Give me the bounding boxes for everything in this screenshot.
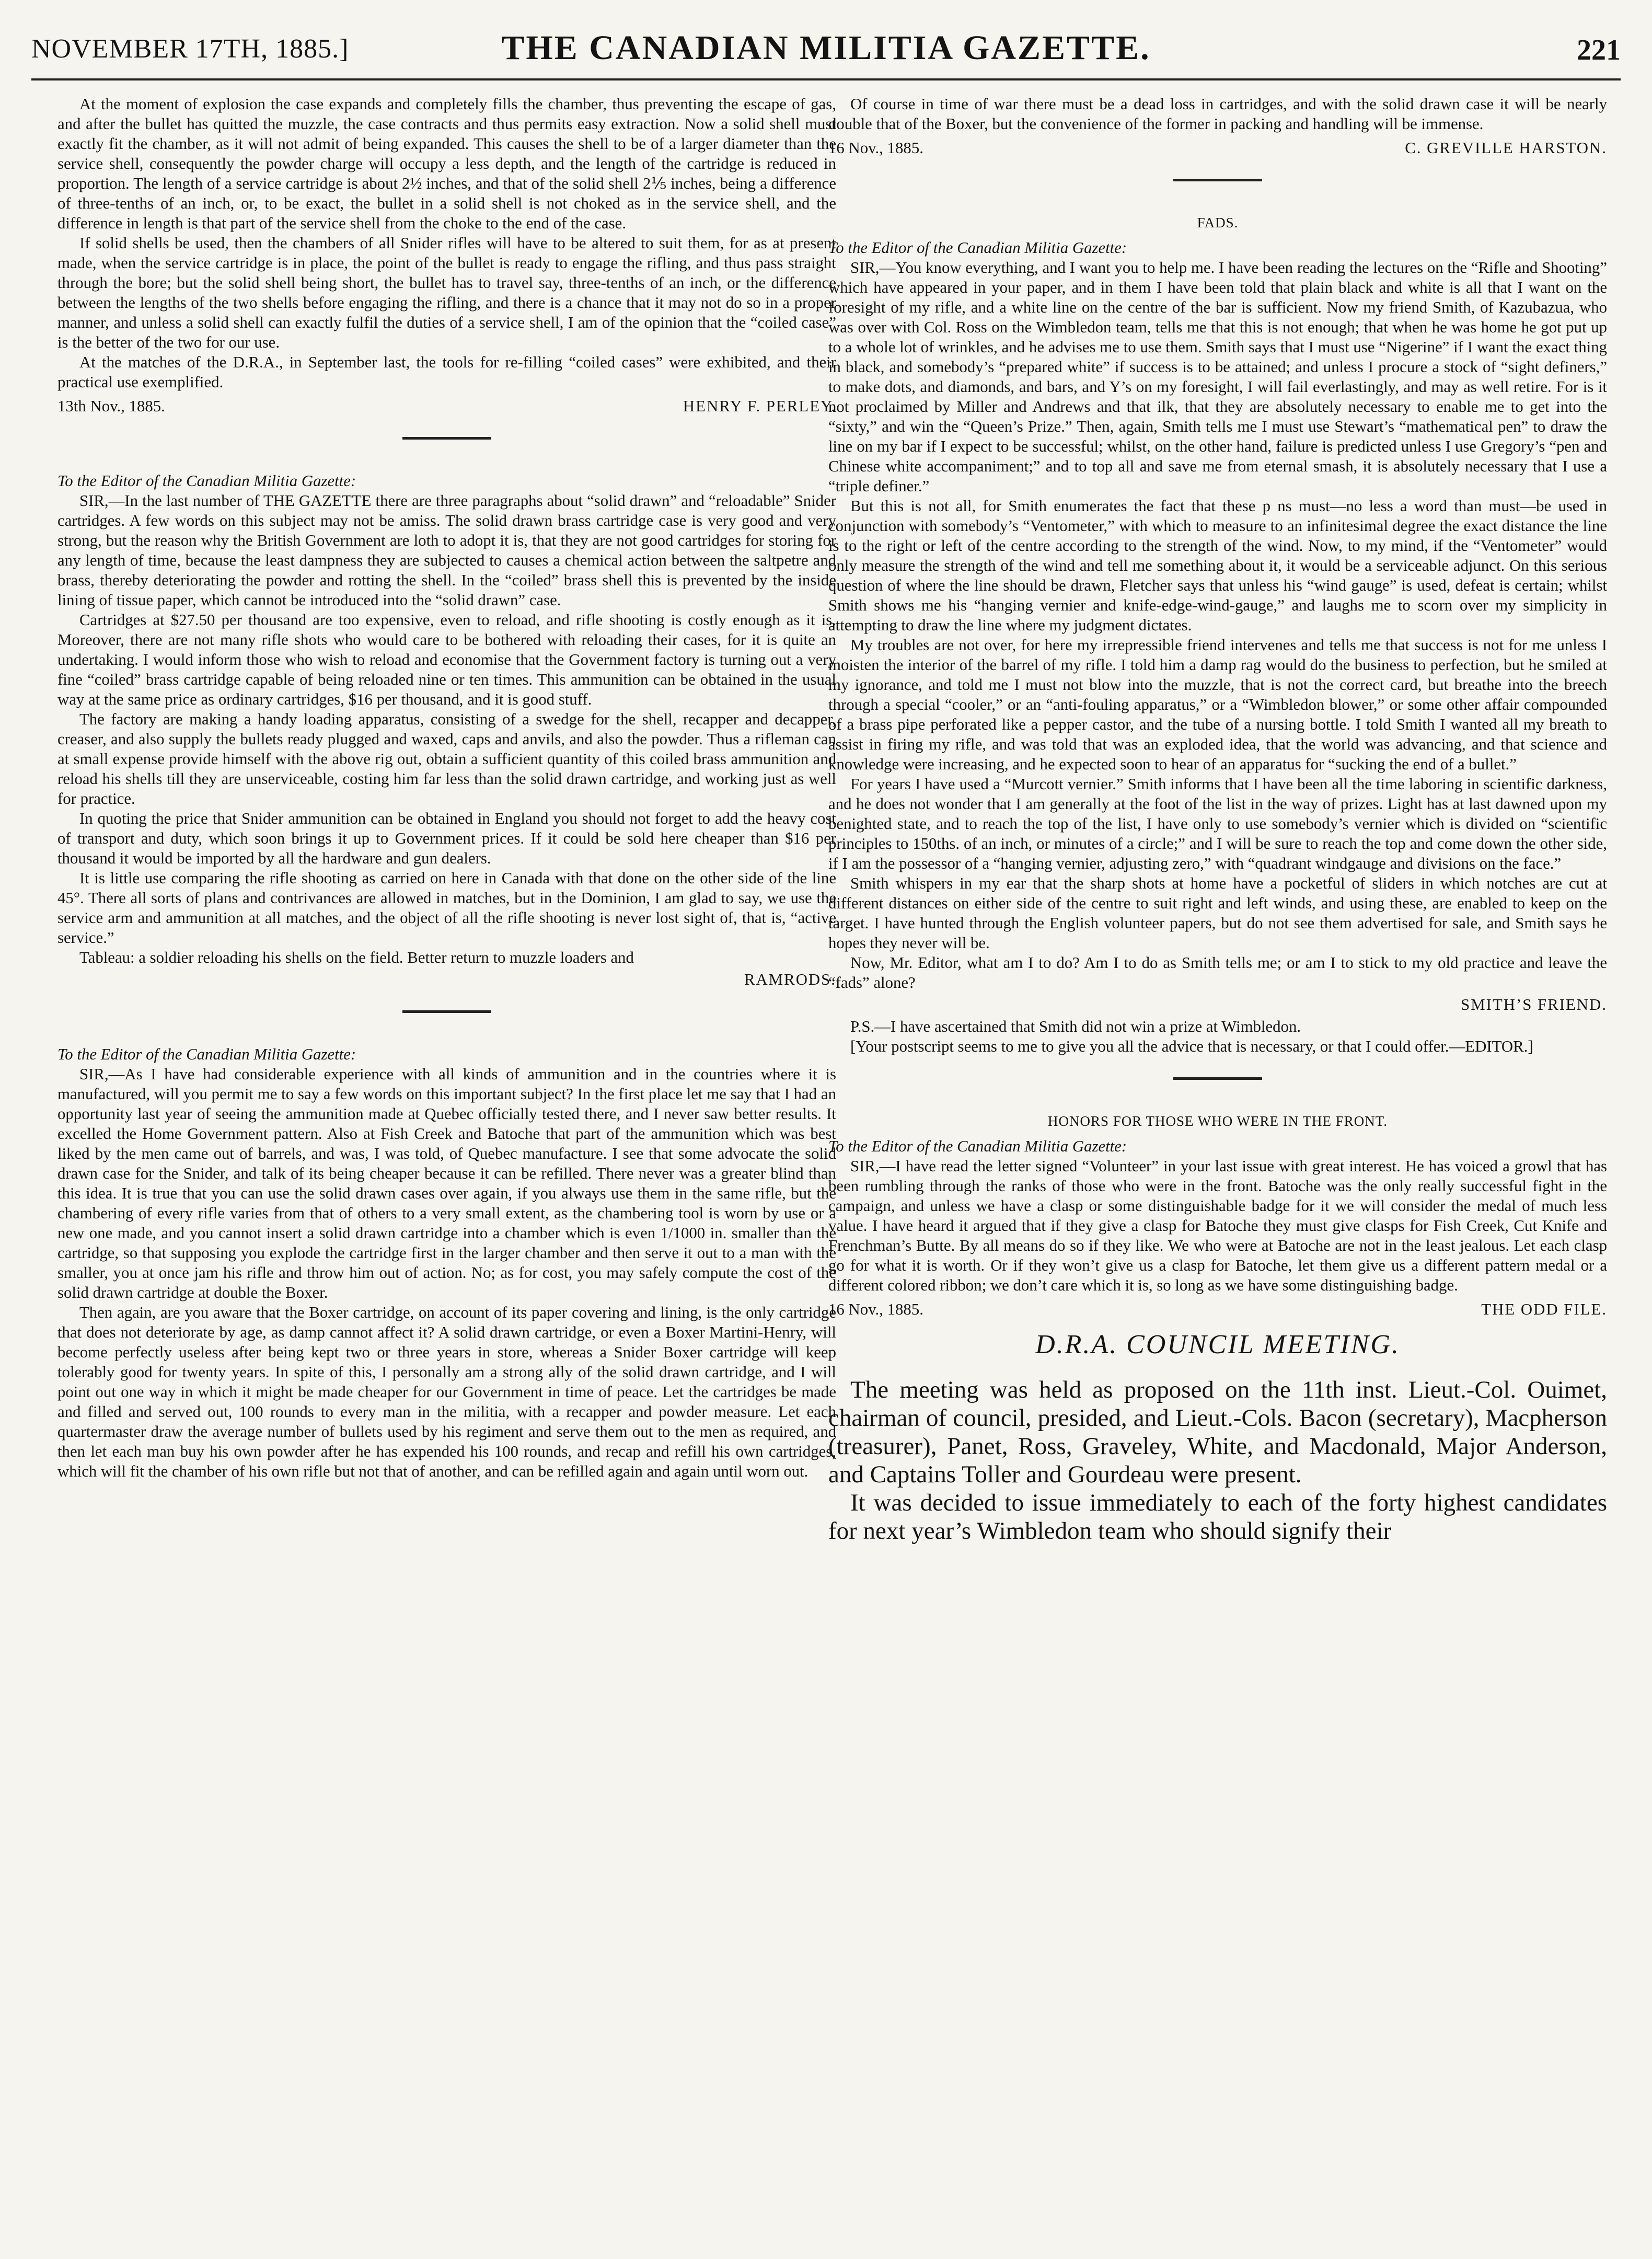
paragraph: Then again, are you aware that the Boxer cartridge, on account of its paper covering and lining, is the only cartridge that does not deteriorate by age, as damp cannot affect it? A solid drawn cartridge, or even a Boxer Martini-Henry, will become perfectly useless after being kept two or three years in store, whereas a Snider Boxer cartridge will keep tolerably good for twenty years. In spite of this, I personally am a strong ally of the solid drawn cartridge, and I will point out one way in which it might be made cheaper for our Government in time of peace. Let the cartridges be made and filled and served out, 100 rounds to every man in the militia, with a recapper and powder measure. Let each quartermaster draw the average number of bullets used by his regiment and serve them out to the men as required, and then let each man buy his own powder after he has expended his 100 rounds, and recap and refill his own cartridges, which will fit the chamber of his own rifle but not that of another, and can be refilled again and again until worn out. <box>57 1304 836 1480</box>
signature-line <box>828 1299 1607 1319</box>
letter-date: 16 Nov., 1885. <box>828 139 923 157</box>
section-title: HONORS FOR THOSE WHO WERE IN THE FRONT. <box>1047 1113 1388 1129</box>
section-title: FADS. <box>1197 215 1239 230</box>
issue-date: NOVEMBER 17TH, 1885.] <box>31 34 349 64</box>
article-ammunition <box>57 1044 836 1481</box>
paragraph: It was decided to issue immediately to each of the forty highest candidates for next year’s Wimbledon team who should signify their <box>828 1489 1607 1545</box>
page-number: 221 <box>1577 34 1621 66</box>
paragraph: Of course in time of war there must be a dead loss in cartridges, and with the solid drawn case it will be nearly double that of the Boxer, but the convenience of the former in packing and handling will be immense. <box>828 95 1607 133</box>
salutation: To the Editor of the Canadian Militia Gazette: <box>57 1045 356 1063</box>
signature: THE ODD FILE. <box>1481 1300 1607 1318</box>
paragraph: Now, Mr. Editor, what am I to do? Am I to do as Smith tells me; or am I to stick to my old practice and leave the “fads” alone? <box>828 954 1607 992</box>
paragraph: It is little use comparing the rifle shooting as carried on here in Canada with that done on the other side of the line 45°. There all sorts of plans and contrivances are allowed in matches, but in the Dominion, I am glad to say, we use the service arm and ammunition at all matches, and the object of all the rifle shooting is never lost sight of, that is, “active service.” <box>57 869 836 947</box>
signature: RAMRODS. <box>744 971 836 988</box>
signature: C. GREVILLE HARSTON. <box>1405 139 1607 157</box>
paragraph: Tableau: a soldier reloading his shells on the field. Better return to muzzle loaders and <box>79 949 634 966</box>
paragraph: For years I have used a “Murcott vernier.” Smith informs that I have been all the time laboring in scientific darkness, and he does not wonder that I am generally at the foot of the list in the way of prizes. Light has at last dawned upon my benighted state, and to reach the top of the list, I have only to use somebody’s vernier which is divided on “scientific principles to 150ths. of an inch, or minutes of a circle;” and I will be sure to reach the top and come down the other side, if I am the possessor of a “hanging vernier, adjusting zero,” with “quadrant windgauge and divisions on the face.” <box>828 775 1607 872</box>
signature: HENRY F. PERLEY. <box>683 397 836 415</box>
paragraph: SIR,—As I have had considerable experience with all kinds of ammunition and in the countries where it is manufactured, will you permit me to say a few words on this important subject? In the first place let me say that I had an opportunity last year of seeing the ammunition made at Quebec officially tested there, and I never saw better results. It excelled the Home Government pattern. Also at Fish Creek and Batoche that part of the ammunition which was best liked by the men came out of barrels, and was, I was told, of Quebec manufacture. I see that some advocate the solid drawn case for the Snider, and talk of its being cheaper because it can be refilled. There never was a greater blind than this idea. It is true that you can use the solid drawn cases over again, if you always use them in the same rifle, but the chambering of every rifle varies from that of others to a very small extent, as the chambering tool is worn by use or a new one made, and you cannot insert a solid drawn cartridge into a chamber which is even 1/1000 in. smaller than the cartridge, so that supposing you explode the cartridge first in the larger chamber and then serve it out to a man with the smaller, you at once jam his rifle and throw him out of action. No; as for cost, you may safely compute the cost of the solid drawn cartridge at double the Boxer. <box>57 1065 836 1301</box>
paragraph: My troubles are not over, for here my irrepressible friend intervenes and tells me that success is not for me unless I moisten the interior of the barrel of my rifle. I told him a damp rag would do the business to perfection, but he smiled at my ignorance, and told me I must not blow into the muzzle, that is not the correct card, but breathe into the breech through a special “cooler,” or an “anti-fouling apparatus,” or a “Wimbledon blower,” or some other affair compounded of a brass pipe perforated like a pepper castor, and the tube of a nursing bottle. I told Smith I wanted all my breath to assist in firing my rifle, and was told that was an exploded idea, that the world was advancing, and that science and knowledge were increasing, and he expected soon to hear of an apparatus for “sucking the end of a bullet.” <box>828 636 1607 773</box>
article-fads <box>828 213 1607 1056</box>
signature: SMITH’S FRIEND. <box>1461 996 1607 1013</box>
divider <box>1173 1077 1262 1080</box>
article-harston <box>828 94 1607 158</box>
paragraph: Smith whispers in my ear that the sharp shots at home have a pocketful of sliders in which notches are cut at different distances on either side of the centre to suit right and left winds, and using these, are enabled to keep on the target. I have hunted through the English volunteer papers, but do not see them advertised for sale, and Smith says he hopes they never will be. <box>828 874 1607 952</box>
paragraph: At the moment of explosion the case expands and completely fills the chamber, thus preventing the escape of gas, and after the bullet has quitted the muzzle, the case contracts and thus permits easy extraction. Now a solid shell must exactly fit the chamber, as it will not admit of being expanded. This causes the shell to be of a larger diameter than the service shell, consequently the powder charge will occupy a less depth, and the length of the cartridge is reduced in proportion. The length of a service cartridge is about 2½ inches, and that of the solid shell 2⅕ inches, being a difference of three-tenths of an inch, or, to be exact, the bullet in a solid shell is not choked as in the service shell, and the difference in length is that part of the service shell from the choke to the end of the case. <box>57 95 836 232</box>
letter-date: 13th Nov., 1885. <box>57 397 165 415</box>
paragraph: SIR,—I have read the letter signed “Volunteer” in your last issue with great interest. He has voiced a growl that has been rumbling through the ranks of those who were in the front. Batoche was the only really successful fight in the campaign, and unless we have a clasp or some distinguishable badge for it we will consider the medal of much less value. I have heard it argued that if they give a clasp for Batoche they must give clasps for Fish Creek, Cut Knife and Frenchman’s Butte. By all means do so if they like. We who were at Batoche are not in the least jealous. Let each clasp go for what it is worth. Or if they won’t give us a clasp for Batoche, let them give us a different pattern medal or a different colored ribbon; we don’t care which it is, so long as we have some distinguishing badge. <box>828 1157 1607 1294</box>
paragraph: SIR,—In the last number of THE GAZETTE there are three paragraphs about “solid drawn” and “reloadable” Snider cartridges. A few words on this subject may not be amiss. The solid drawn brass cartridge case is very good and very strong, but the reason why the British Government are loth to adopt it is, that they are not good cartridges for storing for any length of time, because the least dampness they are subjected to causes a chemical action between the saltpetre and brass, thereby deteriorating the powder and rotting the shell. In the “coiled” brass shell this is prevented by the inside lining of tissue paper, which cannot be introduced into the “solid drawn” case. <box>57 492 836 609</box>
section-title: D.R.A. COUNCIL MEETING. <box>1035 1330 1400 1359</box>
paragraph: The factory are making a handy loading apparatus, consisting of a swedge for the shell, recapper and decapper, creaser, and also supply the bullets ready plugged and waxed, caps and anvils, and also the powder. Thus a rifleman can at small expense provide himself with the above rig out, obtain a sufficient quantity of this coiled brass ammunition and reload his shells till they are unserviceable, costing him far less than the solid drawn cartridge, and working just as well for practice. <box>57 710 836 808</box>
page-header <box>31 21 1621 80</box>
salutation: To the Editor of the Canadian Militia Gazette: <box>828 239 1127 257</box>
signature-line <box>57 396 836 416</box>
left-column <box>57 94 836 1481</box>
paragraph: At the matches of the D.R.A., in September last, the tools for re-filling “coiled cases” were exhibited, and their practical use exemplified. <box>57 353 836 391</box>
paragraph: Cartridges at $27.50 per thousand are too expensive, even to reload, and rifle shooting is costly enough as it is. Moreover, there are not many rifle shots who would care to be bothered with reloading their cases, for it is quite an undertaking. I would inform those who wish to reload and economise that the Government factory is turning out a very fine “coiled” brass cartridge capable of being reloaded nine or ten times. This ammunition can be obtained in the usual way at the same price as ordinary cartridges, $16 per thousand, and it is good stuff. <box>57 611 836 708</box>
signature-line <box>828 138 1607 158</box>
divider <box>1173 179 1262 181</box>
letter-date: 16 Nov., 1885. <box>828 1300 923 1318</box>
paragraph: The meeting was held as proposed on the 11th inst. Lieut.-Col. Ouimet, chairman of council, presided, and Lieut.-Cols. Bacon (secretary), Macpherson (treasurer), Panet, Ross, Graveley, White, and Macdonald, Major Anderson, and Captains Toller and Gourdeau were present. <box>828 1376 1607 1488</box>
editor-note: [Your postscript seems to me to give you all the advice that is necessary, or that I could offer.—EDITOR.] <box>850 1038 1533 1055</box>
postscript: P.S.—I have ascertained that Smith did not win a prize at Wimbledon. <box>850 1018 1301 1035</box>
paragraph: But this is not all, for Smith enumerates the fact that these p ns must—no less a word than must—be used in conjunction with somebody’s “Ventometer,” with which to measure to an infinitesimal degree the exact distance the line is to the right or left of the centre according to the strength of the wind. Now, to my mind, if the “Ventometer” would only measure the strength of the wind and tell me something about it, it would be a serviceable adjunct. On this serious question of where the line should be drawn, Fletcher says that unless his “wind gauge” is used, defeat is certain; whilst Smith shows me his “hanging vernier and knife-edge-wind-gauge,” and laughs me to scorn over my simplicity in attempting to draw the line where my judgment dictates. <box>828 497 1607 634</box>
right-column <box>828 94 1607 1545</box>
paragraph: In quoting the price that Snider ammunition can be obtained in England you should not forget to add the heavy cost of transport and duty, which soon brings it up to Government prices. If it could be sold here cheaper than $16 per thousand it would be imported by all the hardware and gun dealers. <box>57 810 836 867</box>
article-perley <box>57 94 836 416</box>
article-ramrods <box>57 471 836 989</box>
paragraph: If solid shells be used, then the chambers of all Snider rifles will have to be altered to suit them, for as at present made, when the service cartridge is in place, the point of the bullet is ready to engage the rifling, and thus pass straight through the bore; but the solid shell being short, the bullet has to travel say, three-tenths of an inch, or the difference between the lengths of the two shells before engaging the rifling, and there is a chance that it may not do so in a proper manner, and unless a solid shell can exactly fulfil the duties of a service shell, I am of the opinion that the “coiled case” is the better of the two for our use. <box>57 234 836 351</box>
salutation: To the Editor of the Canadian Militia Gazette: <box>57 472 356 490</box>
divider <box>402 437 491 440</box>
article-dra-council <box>828 1330 1607 1545</box>
masthead-title: THE CANADIAN MILITIA GAZETTE. <box>501 29 1151 67</box>
paragraph: SIR,—You know everything, and I want you to help me. I have been reading the lectures on the “Rifle and Shooting” which have appeared in your paper, and in them I have been told that plain black and white is all that I want on the foresight of my rifle, and a white line on the centre of the bar is sufficient. Now my friend Smith, of Kazubazua, who was over with Col. Ross on the Wimbledon team, tells me that this is not enough; that when he was home he got put up to a whole lot of wrinkles, and he advises me to use them. Smith says that I must use “Nigerine” if I want the exact thing in black, and somebody’s “prepared white” if success is to be attained; and unless I procure a stock of “sight definers,” to make dots, and diamonds, and bars, and Y’s on my foresight, I will fail everlastingly, and may as well retire. For is it not proclaimed by Miller and Andrews and that ilk, that they are absolutely necessary to enable me to get into the “sixty,” and win the “Queen’s Prize.” Then, again, Smith tells me I must use Stewart’s “mathematical pen” to draw the line on my bar if I expect to be successful; whilst, on the other hand, failure is predicted unless I use Gregory’s “pen and Chinese white accompaniment;” and to top all and save me from eternal smash, it is absolutely necessary that I use a “triple definer.” <box>828 259 1607 495</box>
salutation: To the Editor of the Canadian Militia Gazette: <box>828 1137 1127 1155</box>
divider <box>402 1010 491 1013</box>
article-honors <box>828 1111 1607 1319</box>
